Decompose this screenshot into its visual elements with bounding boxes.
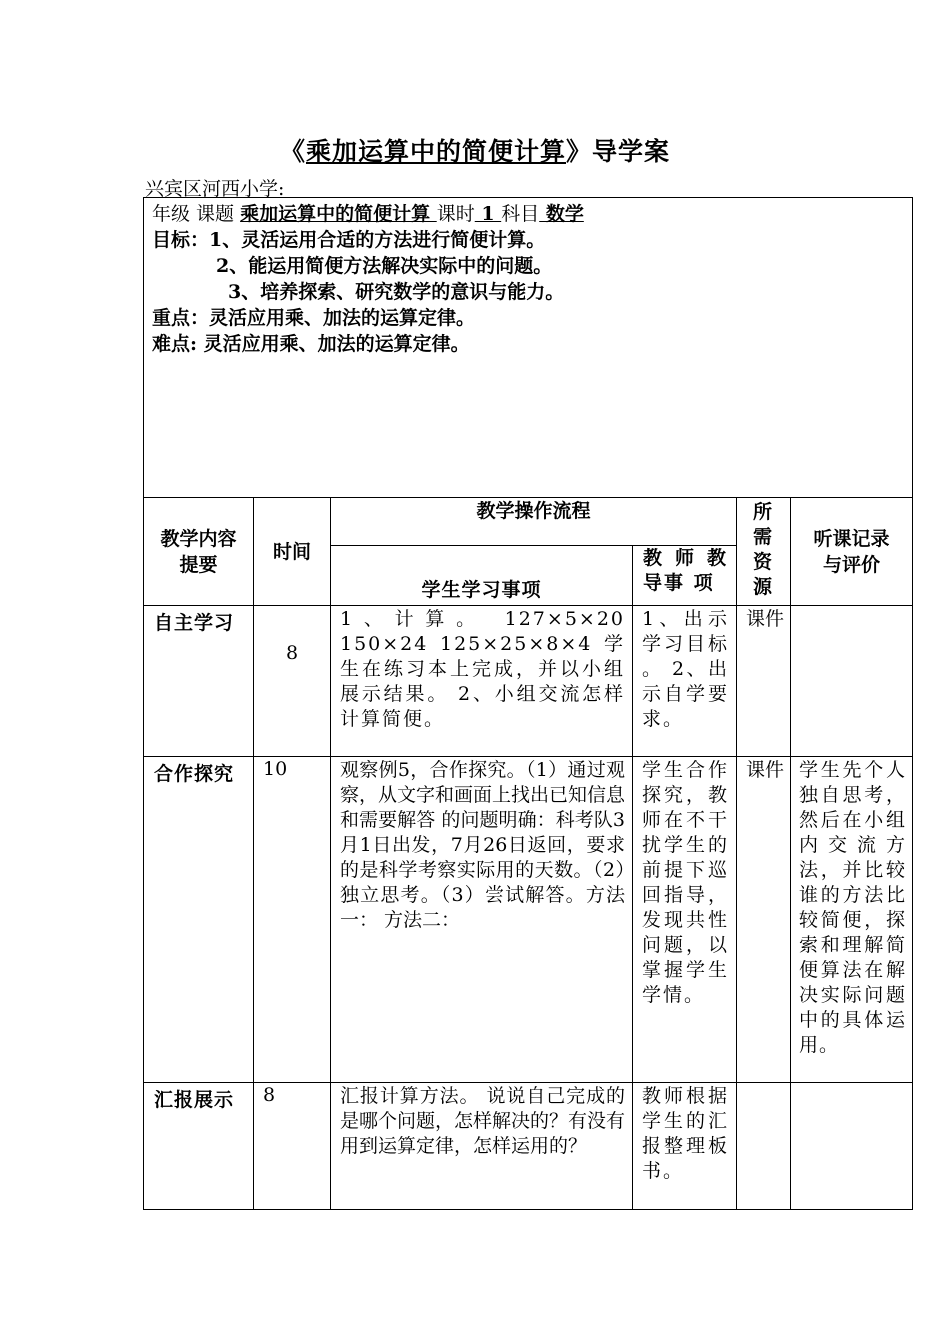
row2-content: 合作探究: [144, 757, 254, 1083]
row1-teacher: 1、出示学习目标 。 2、出示自学要求。: [633, 606, 737, 757]
key-point: 重点：灵活应用乘、加法的运算定律。: [152, 307, 476, 329]
row1-resource: 课件: [737, 606, 791, 757]
subject-label: 科目: [501, 203, 540, 225]
goal-1: 目标：1、灵活运用合适的方法进行简便计算。: [152, 229, 546, 251]
lesson-info-cell: [144, 198, 913, 498]
row2-teacher: 学生合作探究，教师在不干扰学生的前提下巡回指导，发现共性问题，以掌握学生学情。: [633, 757, 737, 1083]
row2-resource: 课件: [737, 757, 791, 1083]
row1-record: [791, 606, 913, 757]
lesson-meta-line: [152, 201, 904, 227]
period-value: 1: [474, 203, 502, 225]
title-topic: 乘加运算中的简便计算: [305, 137, 566, 166]
row2-record: 学生先个人独自思考，然后在小组内交流方法，并比较谁的方法比较简便，探索和理解简便算法在解决实际问题中的具体运用。: [791, 757, 913, 1083]
page-title: 《乘加运算中的简便计算》导学案: [279, 137, 671, 166]
row3-student: 汇报计算方法。 说说自己完成的是哪个问题，怎样解决的？有没有用到运算定律，怎样运用的？: [331, 1083, 633, 1210]
goal-3: 3、培养探索、研究数学的意识与能力。: [228, 281, 565, 303]
row1-content: 自主学习: [144, 606, 254, 757]
row1-time: 8: [254, 606, 331, 757]
row3-record: [791, 1083, 913, 1210]
header-content: 教学内容提要: [144, 498, 254, 606]
subject-value: 数学: [539, 203, 584, 225]
row2-student: 观察例5，合作探究。（1）通过观察，从文字和画面上找出已知信息和需要解答 的问题明确：科考队3月1日出发，7月26日返回，要求的是科学考察实际用的天数。（2）独立思考。（3）尝试解答。方法一： 方法二：: [331, 757, 633, 1083]
lesson-plan-table: [143, 197, 913, 1210]
row3-teacher: 教师根据学生的汇报整理板书。: [633, 1083, 737, 1210]
row2-time: 10: [254, 757, 331, 1083]
period-label: 课时: [436, 203, 475, 225]
row1-student: 1、计算。 127×5×20 150×24 125×25×8×4 学生在练习本上完成，并以小组展示结果。 2、小组交流怎样计算简便。: [331, 606, 633, 757]
goal-2: 2、能运用简便方法解决实际中的问题。: [216, 255, 553, 277]
header-student: 学生学习事项: [331, 546, 633, 606]
topic-value: 乘加运算中的简便计算: [240, 203, 437, 225]
grade-label: 年级 课题: [152, 203, 235, 225]
header-time: 时间: [254, 498, 331, 606]
difficulty: 难点: 灵活应用乘、加法的运算定律。: [152, 333, 470, 355]
row3-content: 汇报展示: [144, 1083, 254, 1210]
row3-time: 8: [254, 1083, 331, 1210]
header-resources: 所需资源: [737, 498, 791, 606]
header-flow: 教学操作流程: [331, 498, 737, 546]
header-teacher: 教 师 教导事 项: [633, 546, 737, 606]
header-record: 听课记录与评价: [791, 498, 913, 606]
row3-resource: [737, 1083, 791, 1210]
school-name: 兴宾区河西小学:: [145, 178, 285, 200]
